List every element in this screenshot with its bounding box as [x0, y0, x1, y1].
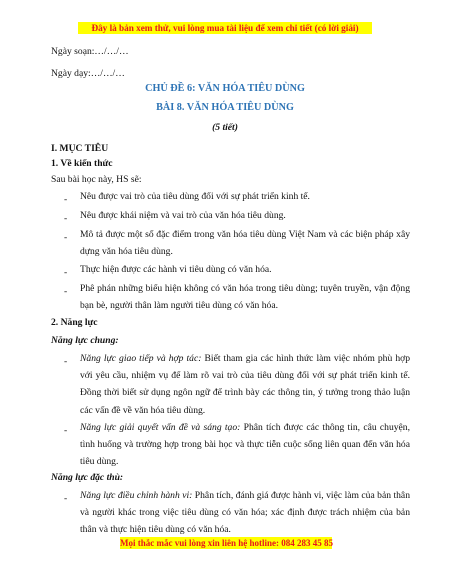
hotline-banner: Mọi thắc mắc vui lòng xin liên hệ hotline: 084 283 45 85: [120, 538, 334, 548]
bullet-dash: -: [64, 286, 68, 297]
topic-title: CHỦ ĐỀ 6: VĂN HÓA TIÊU DÙNG: [145, 83, 305, 94]
competence-heading: 2. Năng lực: [51, 317, 98, 328]
date-teach: Ngày dạy:…/…/…: [51, 68, 125, 79]
general-item: [80, 419, 410, 471]
knowledge-item: Mô tả được một số đặc điểm trong văn hóa tiêu dùng Việt Nam và các biện pháp xây dựng văn hóa tiêu dùng.: [80, 229, 410, 258]
bullet-dash: -: [64, 356, 68, 367]
specific-item: [80, 487, 410, 539]
knowledge-item: Thực hiện được các hành vi tiêu dùng có văn hóa.: [80, 264, 272, 275]
lesson-title: BÀI 8. VĂN HÓA TIÊU DÙNG: [156, 102, 294, 113]
section-goals-heading: I. MỤC TIÊU: [51, 143, 109, 154]
bullet-dash: -: [64, 493, 68, 504]
knowledge-item: Phê phán những biểu hiện không có văn hóa trong tiêu dùng; tuyên truyền, vận động bạn bè, người thân làm người tiêu dùng có văn hóa.: [80, 283, 410, 312]
general-item-text: Phân tích được các thông tin, câu chuyện, tình huống và trường hợp trong bài học và thực tiễn cuộc sống liên quan đến văn hóa tiêu dùng.: [80, 422, 411, 468]
general-competence-heading: Năng lực chung:: [51, 335, 119, 346]
knowledge-item: Nêu được khái niệm và vai trò của văn hóa tiêu dùng.: [80, 210, 286, 221]
specific-item-text: Phân tích, đánh giá được hành vi, việc làm của bản thân và người khác trong việc tiêu dùng có văn hóa; xác định được trách nhiệm của bản thân và thực hiện tiêu dùng có văn hóa.: [80, 490, 410, 536]
bullet-dash: -: [64, 425, 68, 436]
general-item-label: Năng lực giao tiếp và hợp tác:: [80, 353, 202, 364]
specific-competence-heading: Năng lực đặc thù:: [51, 472, 124, 483]
general-item-text: Biết tham gia các hình thức làm việc nhóm phù hợp với yêu cầu, nhiệm vụ để làm rõ vai trò của tiêu dùng đối với sự phát triển kinh tế. Đồng thời biết sử dụng ngôn ngữ để trình bày các thông tin, ý tưởng trong thảo luận các vấn đề về văn hóa tiêu dùng.: [80, 353, 411, 416]
knowledge-item: Nêu được vai trò của tiêu dùng đối với sự phát triển kinh tế.: [80, 191, 310, 202]
bullet-dash: -: [64, 232, 68, 243]
preview-banner: Đây là bản xem thử, vui lòng mua tài liệu để xem chi tiết (có lời giải): [78, 22, 372, 34]
knowledge-heading: 1. Về kiến thức: [51, 158, 113, 169]
bullet-dash: -: [64, 213, 68, 224]
bullet-dash: -: [64, 194, 68, 205]
date-compose: Ngày soạn:…/…/…: [51, 46, 129, 57]
periods-note: (5 tiết): [212, 122, 238, 133]
bullet-dash: -: [64, 267, 68, 278]
specific-item-label: Năng lực điều chỉnh hành vi:: [80, 490, 193, 501]
intro-text: Sau bài học này, HS sẽ:: [51, 174, 142, 185]
general-item: [80, 350, 410, 419]
general-item-label: Năng lực giải quyết vấn đề và sáng tạo:: [80, 422, 241, 433]
